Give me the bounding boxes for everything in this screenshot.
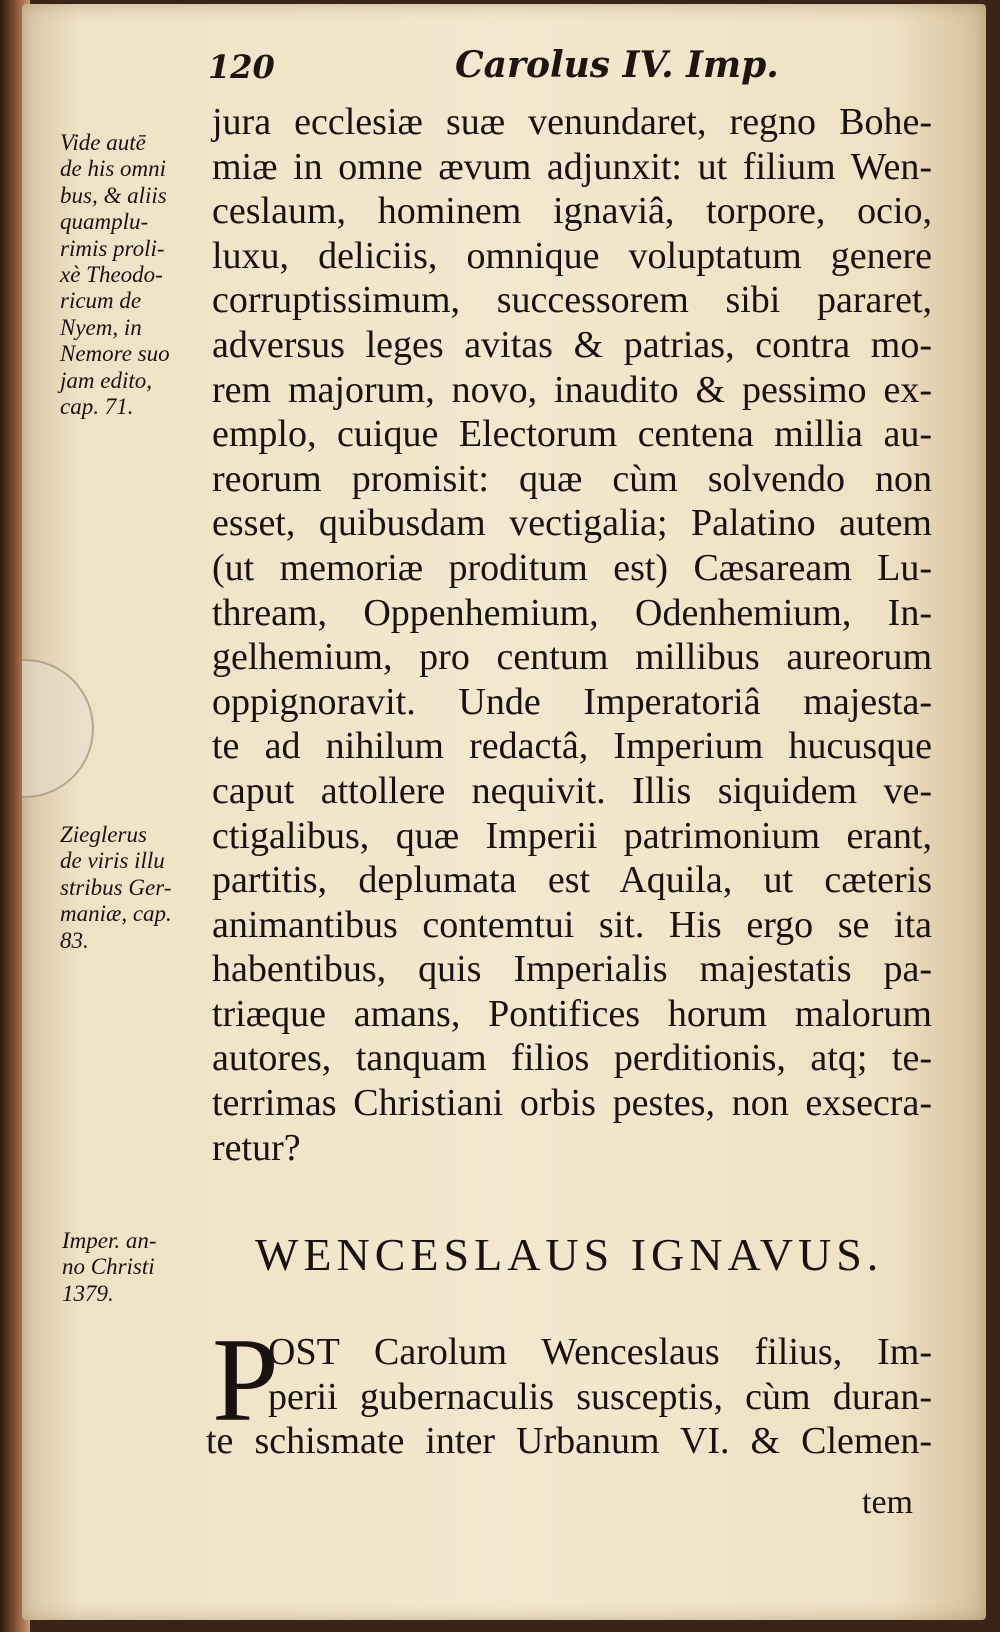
text-line: miæ in omne ævum adjunxit: ut filium Wen-	[212, 145, 932, 188]
text-line: te ad nihilum redactâ, Imperium hucusque	[212, 725, 932, 768]
text-line: rem majorum, novo, inaudito & pessimo ex-	[212, 368, 932, 411]
marginal-note-line: jam edito,	[60, 367, 152, 393]
text-line: emplo, cuique Electorum centena millia au-	[212, 413, 932, 456]
section-opening-lines	[268, 1330, 932, 1419]
section-continuation	[206, 1419, 932, 1464]
catchword: tem	[862, 1484, 913, 1521]
marginal-note-line: 1379.	[62, 1280, 114, 1306]
marginal-note-line: quamplu-	[60, 209, 149, 235]
text-line: retur?	[212, 1126, 301, 1169]
text-line: thream, Oppenhemium, Odenhemium, In-	[212, 591, 932, 634]
marginal-note-line: 83.	[60, 927, 89, 953]
marginal-note-line: rimis proli-	[60, 235, 165, 261]
text-line: partitis, deplumata est Aquila, ut cæteris	[212, 859, 932, 902]
text-line: triæque amans, Pontifices horum malorum	[212, 992, 932, 1035]
marginal-note-line: de viris illu	[60, 848, 165, 874]
marginal-note-line: cap. 71.	[60, 394, 134, 420]
page-header	[0, 44, 1000, 94]
marginal-note-line: bus, & aliis	[60, 182, 167, 208]
text-line: jura ecclesiæ suæ venundaret, regno Bohe-	[212, 101, 932, 143]
main-text-block	[212, 100, 932, 1170]
marginal-note-line: ricum de	[60, 288, 142, 314]
text-line: perii gubernaculis susceptis, cùm duran-	[268, 1375, 932, 1418]
text-line: te schismate inter Urbanum VI. & Clemen-	[206, 1420, 932, 1462]
text-line: luxu, deliciis, omnique voluptatum genere	[212, 234, 932, 277]
marginal-note-line: Nyem, in	[60, 314, 142, 340]
page-number: 120	[208, 48, 275, 86]
text-line: caput attollere nequivit. Illis siquidem ve-	[212, 769, 932, 812]
page-clip-mark	[22, 659, 94, 798]
text-line: animantibus contemtui sit. His ergo se ita	[212, 903, 932, 946]
text-line: adversus leges avitas & patrias, contra mo-	[212, 323, 932, 366]
text-line: habentibus, quis Imperialis majestatis pa-	[212, 948, 932, 991]
text-line: oppignoravit. Unde Imperatoriâ majesta-	[212, 680, 932, 723]
text-line: corruptissimum, successorem sibi pararet,	[212, 279, 932, 322]
text-line: gelhemium, pro centum millibus aureorum	[212, 636, 932, 679]
marginal-note-line: Zieglerus	[60, 822, 147, 847]
marginal-note-reference	[60, 130, 170, 420]
marginal-note-zieglerus	[60, 822, 172, 954]
text-line: autores, tanquam filios perditionis, atq; te-	[212, 1037, 932, 1080]
marginal-note-line: Vide autē	[60, 130, 146, 155]
text-line: ctigalibus, quæ Imperii patrimonium erant,	[212, 814, 932, 857]
marginal-note-line: xè Theodo-	[60, 262, 163, 288]
section-heading: WENCESLAUS IGNAVUS.	[255, 1229, 884, 1280]
text-line: OST Carolum Wenceslaus filius, Im-	[268, 1331, 932, 1373]
marginal-note-date	[62, 1228, 157, 1307]
text-line: terrimas Christiani orbis pestes, non exsecra-	[212, 1082, 932, 1125]
text-line: esset, quibusdam vectigalia; Palatino autem	[212, 502, 932, 545]
text-line: ceslaum, hominem ignaviâ, torpore, ocio,	[212, 190, 932, 233]
marginal-note-line: Imper. an-	[62, 1228, 157, 1253]
marginal-note-line: no Christi	[62, 1254, 155, 1280]
marginal-note-line: Nemore suo	[60, 341, 170, 367]
marginal-note-line: maniæ, cap.	[60, 901, 172, 927]
marginal-note-line: stribus Ger-	[60, 874, 172, 900]
text-line: (ut memoriæ proditum est) Cæsaream Lu-	[212, 546, 932, 589]
running-title: Carolus IV. Imp.	[455, 44, 779, 86]
marginal-note-line: de his omni	[60, 156, 167, 182]
text-line: reorum promisit: quæ cùm solvendo non	[212, 457, 932, 500]
drop-cap-initial: P	[212, 1313, 279, 1446]
